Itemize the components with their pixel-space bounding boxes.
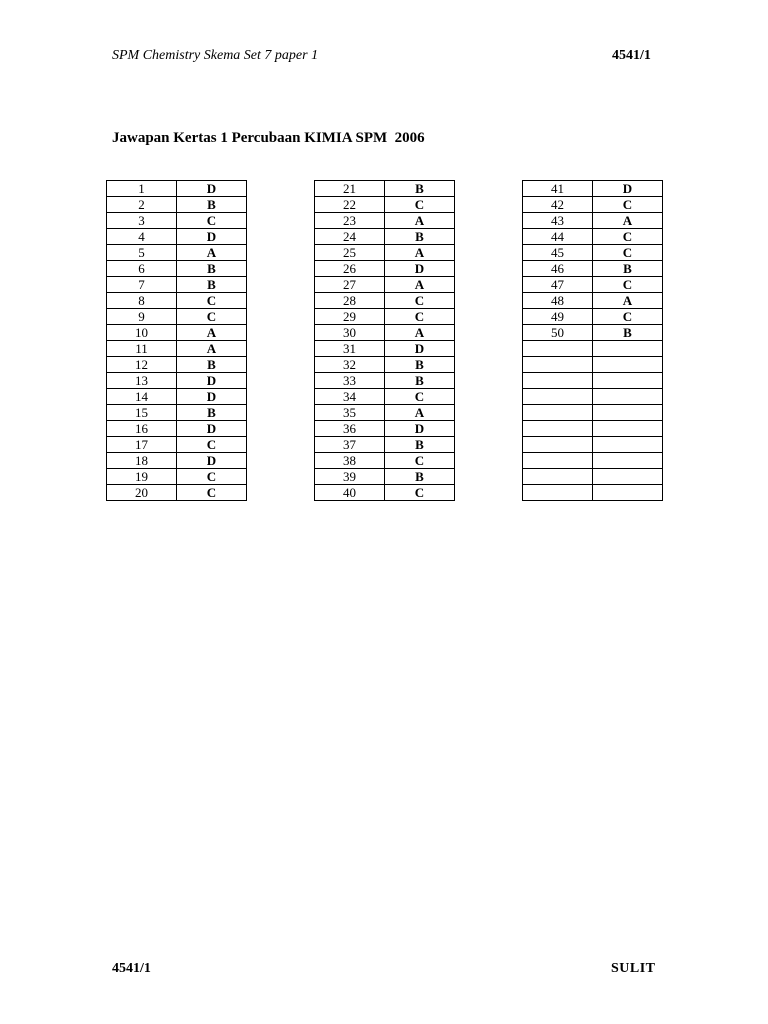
table-row bbox=[523, 229, 663, 245]
table-row bbox=[315, 405, 455, 421]
question-number: 38 bbox=[315, 453, 385, 469]
table-row bbox=[315, 245, 455, 261]
question-number: 47 bbox=[523, 277, 593, 293]
question-number: 46 bbox=[523, 261, 593, 277]
question-number: 16 bbox=[107, 421, 177, 437]
question-number: 32 bbox=[315, 357, 385, 373]
table-row bbox=[523, 293, 663, 309]
question-number bbox=[523, 485, 593, 501]
question-number: 43 bbox=[523, 213, 593, 229]
answer-table-3 bbox=[522, 180, 663, 501]
table-row bbox=[315, 469, 455, 485]
table-row bbox=[107, 389, 247, 405]
question-number: 8 bbox=[107, 293, 177, 309]
answer-letter: D bbox=[593, 181, 663, 197]
answer-letter bbox=[593, 405, 663, 421]
answer-letter bbox=[593, 421, 663, 437]
answer-letter: D bbox=[177, 421, 247, 437]
question-number bbox=[523, 437, 593, 453]
question-number: 22 bbox=[315, 197, 385, 213]
table-row bbox=[107, 229, 247, 245]
question-number: 7 bbox=[107, 277, 177, 293]
table-row bbox=[107, 485, 247, 501]
answer-letter bbox=[593, 389, 663, 405]
answer-letter: B bbox=[385, 229, 455, 245]
question-number bbox=[523, 373, 593, 389]
question-number: 50 bbox=[523, 325, 593, 341]
answer-letter: B bbox=[177, 261, 247, 277]
table-row bbox=[107, 309, 247, 325]
answer-letter: A bbox=[177, 245, 247, 261]
question-number: 30 bbox=[315, 325, 385, 341]
table-row bbox=[315, 357, 455, 373]
answer-letter: B bbox=[177, 277, 247, 293]
answer-letter: C bbox=[177, 293, 247, 309]
table-row bbox=[523, 197, 663, 213]
answer-letter: C bbox=[177, 309, 247, 325]
question-number: 25 bbox=[315, 245, 385, 261]
table-row bbox=[523, 245, 663, 261]
answer-letter: C bbox=[177, 469, 247, 485]
page-subtitle: Jawapan Kertas 1 Percubaan KIMIA SPM 2006 bbox=[112, 130, 425, 146]
answer-letter: C bbox=[177, 437, 247, 453]
table-row bbox=[523, 469, 663, 485]
question-number bbox=[523, 469, 593, 485]
question-number: 20 bbox=[107, 485, 177, 501]
answer-letter: A bbox=[177, 341, 247, 357]
question-number: 6 bbox=[107, 261, 177, 277]
answer-letter: A bbox=[385, 213, 455, 229]
table-row bbox=[315, 373, 455, 389]
question-number bbox=[523, 453, 593, 469]
table-row bbox=[107, 197, 247, 213]
answer-letter: D bbox=[177, 389, 247, 405]
table-row bbox=[523, 389, 663, 405]
answer-letter: D bbox=[177, 373, 247, 389]
question-number: 37 bbox=[315, 437, 385, 453]
answer-letter bbox=[593, 373, 663, 389]
table-row bbox=[107, 293, 247, 309]
table-row bbox=[315, 325, 455, 341]
answer-letter: C bbox=[385, 485, 455, 501]
table-row bbox=[107, 373, 247, 389]
answer-letter: C bbox=[385, 309, 455, 325]
table-row bbox=[523, 277, 663, 293]
question-number: 21 bbox=[315, 181, 385, 197]
answer-letter: B bbox=[385, 437, 455, 453]
table-row bbox=[107, 341, 247, 357]
table-row bbox=[523, 341, 663, 357]
answer-letter: C bbox=[593, 277, 663, 293]
table-row bbox=[315, 181, 455, 197]
answer-letter: D bbox=[385, 421, 455, 437]
answer-letter: B bbox=[385, 181, 455, 197]
table-row bbox=[315, 309, 455, 325]
answer-letter: D bbox=[177, 181, 247, 197]
question-number: 45 bbox=[523, 245, 593, 261]
answer-letter bbox=[593, 341, 663, 357]
table-row bbox=[523, 421, 663, 437]
question-number: 29 bbox=[315, 309, 385, 325]
question-number: 39 bbox=[315, 469, 385, 485]
table-row bbox=[523, 437, 663, 453]
question-number: 41 bbox=[523, 181, 593, 197]
question-number: 4 bbox=[107, 229, 177, 245]
table-row bbox=[107, 405, 247, 421]
table-row bbox=[523, 309, 663, 325]
table-row bbox=[107, 421, 247, 437]
table-row bbox=[107, 181, 247, 197]
table-row bbox=[315, 453, 455, 469]
question-number: 35 bbox=[315, 405, 385, 421]
question-number: 2 bbox=[107, 197, 177, 213]
table-row bbox=[523, 357, 663, 373]
answer-letter bbox=[593, 357, 663, 373]
question-number: 3 bbox=[107, 213, 177, 229]
table-row bbox=[523, 485, 663, 501]
table-row bbox=[315, 261, 455, 277]
table-row bbox=[107, 453, 247, 469]
question-number: 11 bbox=[107, 341, 177, 357]
question-number: 42 bbox=[523, 197, 593, 213]
table-row bbox=[315, 293, 455, 309]
table-row bbox=[107, 277, 247, 293]
answer-table-2 bbox=[314, 180, 455, 501]
answer-letter: D bbox=[385, 341, 455, 357]
question-number: 34 bbox=[315, 389, 385, 405]
answer-letter: B bbox=[385, 357, 455, 373]
question-number: 36 bbox=[315, 421, 385, 437]
question-number: 10 bbox=[107, 325, 177, 341]
table-row bbox=[315, 229, 455, 245]
table-row bbox=[315, 437, 455, 453]
table-row bbox=[523, 405, 663, 421]
question-number: 40 bbox=[315, 485, 385, 501]
table-row bbox=[107, 261, 247, 277]
question-number: 31 bbox=[315, 341, 385, 357]
answer-letter bbox=[593, 485, 663, 501]
table-row bbox=[523, 453, 663, 469]
question-number: 23 bbox=[315, 213, 385, 229]
table-row bbox=[315, 421, 455, 437]
table-row bbox=[315, 389, 455, 405]
answer-letter: C bbox=[177, 213, 247, 229]
table-row bbox=[315, 197, 455, 213]
answer-letter bbox=[593, 469, 663, 485]
table-row bbox=[523, 213, 663, 229]
question-number bbox=[523, 421, 593, 437]
question-number: 26 bbox=[315, 261, 385, 277]
answer-letter: D bbox=[177, 453, 247, 469]
header-code: 4541/1 bbox=[612, 48, 651, 63]
answer-letter: C bbox=[593, 309, 663, 325]
table-row bbox=[523, 373, 663, 389]
answer-letter: C bbox=[385, 293, 455, 309]
table-row bbox=[315, 485, 455, 501]
answer-letter: D bbox=[385, 261, 455, 277]
question-number bbox=[523, 341, 593, 357]
question-number: 49 bbox=[523, 309, 593, 325]
question-number: 48 bbox=[523, 293, 593, 309]
header-title: SPM Chemistry Skema Set 7 paper 1 bbox=[112, 48, 319, 63]
question-number: 5 bbox=[107, 245, 177, 261]
table-row bbox=[523, 181, 663, 197]
table-row bbox=[315, 341, 455, 357]
answer-letter: A bbox=[593, 293, 663, 309]
question-number: 19 bbox=[107, 469, 177, 485]
answer-letter: D bbox=[177, 229, 247, 245]
table-row bbox=[107, 245, 247, 261]
answer-letter: C bbox=[385, 389, 455, 405]
answer-letter: C bbox=[177, 485, 247, 501]
answer-letter: B bbox=[385, 469, 455, 485]
question-number: 33 bbox=[315, 373, 385, 389]
question-number: 17 bbox=[107, 437, 177, 453]
table-row bbox=[107, 213, 247, 229]
footer-label: SULIT bbox=[611, 961, 656, 976]
answer-table-1 bbox=[106, 180, 247, 501]
table-row bbox=[523, 261, 663, 277]
answer-letter: B bbox=[593, 325, 663, 341]
answer-letter bbox=[593, 437, 663, 453]
answer-letter: B bbox=[385, 373, 455, 389]
question-number bbox=[523, 405, 593, 421]
answer-letter: C bbox=[385, 453, 455, 469]
answer-letter: C bbox=[593, 229, 663, 245]
answer-letter: C bbox=[385, 197, 455, 213]
question-number: 9 bbox=[107, 309, 177, 325]
question-number: 12 bbox=[107, 357, 177, 373]
table-row bbox=[107, 357, 247, 373]
table-row bbox=[107, 469, 247, 485]
answer-letter: A bbox=[385, 277, 455, 293]
table-row bbox=[107, 325, 247, 341]
answer-letter: B bbox=[177, 197, 247, 213]
question-number bbox=[523, 389, 593, 405]
footer-code: 4541/1 bbox=[112, 961, 151, 976]
answer-letter: A bbox=[385, 325, 455, 341]
question-number: 13 bbox=[107, 373, 177, 389]
answer-letter bbox=[593, 453, 663, 469]
answer-letter: A bbox=[177, 325, 247, 341]
question-number: 15 bbox=[107, 405, 177, 421]
question-number: 28 bbox=[315, 293, 385, 309]
question-number: 18 bbox=[107, 453, 177, 469]
answer-letter: C bbox=[593, 245, 663, 261]
answer-letter: A bbox=[385, 405, 455, 421]
answer-letter: A bbox=[593, 213, 663, 229]
question-number bbox=[523, 357, 593, 373]
answer-letter: B bbox=[593, 261, 663, 277]
answer-letter: A bbox=[385, 245, 455, 261]
answer-letter: C bbox=[593, 197, 663, 213]
answer-letter: B bbox=[177, 405, 247, 421]
question-number: 14 bbox=[107, 389, 177, 405]
table-row bbox=[107, 437, 247, 453]
question-number: 1 bbox=[107, 181, 177, 197]
table-row bbox=[315, 277, 455, 293]
table-row bbox=[315, 213, 455, 229]
question-number: 44 bbox=[523, 229, 593, 245]
question-number: 24 bbox=[315, 229, 385, 245]
answer-letter: B bbox=[177, 357, 247, 373]
table-row bbox=[523, 325, 663, 341]
question-number: 27 bbox=[315, 277, 385, 293]
